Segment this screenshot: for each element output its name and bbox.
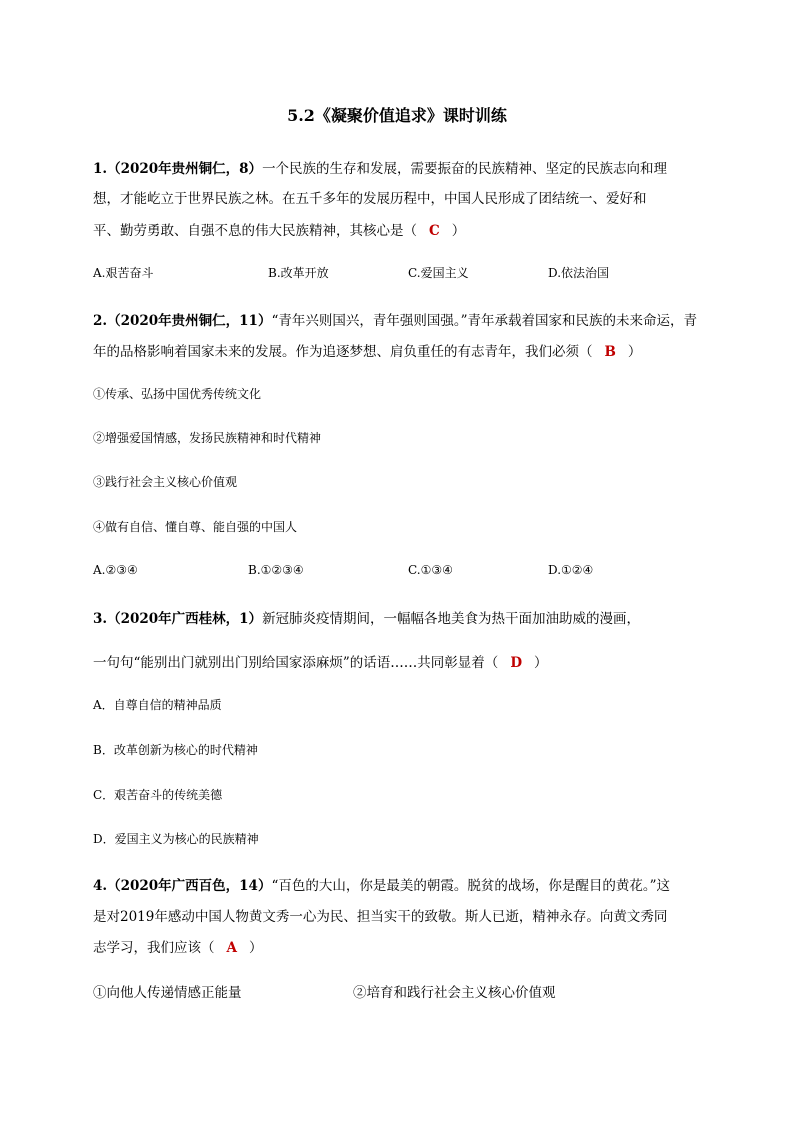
q2-head: 2.（2020年贵州铜仁，11） [93,313,272,329]
q4-text-1: “百色的大山，你是最美的朝霞。脱贫的战场，你是醒目的黄花。”这 [271,878,671,894]
q2-text-2: 年的品格影响着国家未来的发展。作为追逐梦想、肩负重任的有志青年，我们必须（ [93,344,593,360]
q4-line-3 [93,936,262,956]
q1-option-d: D.依法治国 [548,266,610,280]
q4-item-2: ②培育和践行社会主义核心价值观 [353,985,556,1001]
q3-line-1 [93,607,640,627]
q4-close: ） [248,940,263,956]
q3-answer: D [510,655,523,671]
q4-item-1: ①向他人传递情感正能量 [93,985,242,1001]
q1-close: ） [451,223,466,239]
q3-option-d: D．爱国主义为核心的民族精神 [93,832,259,846]
q3-line-2 [93,651,548,671]
q1-text-1: 一个民族的生存和发展，需要振奋的民族精神、坚定的民族志向和理 [262,161,668,177]
q4-line-1 [93,874,670,894]
q1-line-1 [93,157,667,177]
q2-answer: B [604,344,616,360]
q1-answer: C [429,223,440,239]
q1-option-a: A.艰苦奋斗 [93,266,154,280]
q2-option-d: D.①②④ [548,563,594,577]
q3-head: 3.（2020年广西桂林，1） [93,611,263,627]
q2-close: ） [627,344,642,360]
q3-option-a: A．自尊自信的精神品质 [93,698,222,712]
q2-line-2 [93,340,641,360]
q4-answer: A [226,940,237,956]
q2-option-c: C.①③④ [408,563,453,577]
q2-line-1 [93,309,697,329]
q2-option-a: A.②③④ [93,563,138,577]
q4-head: 4.（2020年广西百色，14） [93,878,272,894]
q2-item-4: ④做有自信、懂自尊、能自强的中国人 [93,520,298,534]
q1-text-3: 平、勤劳勇敢、自强不息的伟大民族精神，其核心是（ [93,223,417,239]
q3-text-1: 新冠肺炎疫情期间，一幅幅各地美食为热干面加油助威的漫画， [262,611,641,627]
q1-head: 1.（2020年贵州铜仁，8） [93,161,263,177]
q4-line-2: 是对2019年感动中国人物黄文秀一心为民、担当实干的致敬。斯人已逝，精神永存。向黄文秀同 [93,909,668,925]
q1-option-c: C.爱国主义 [408,266,469,280]
q1-line-3 [93,219,465,239]
page-title: 5.2《凝聚价值追求》课时训练 [287,106,507,125]
q2-item-2: ②增强爱国情感，发扬民族精神和时代精神 [93,431,322,445]
q2-option-b: B.①②③④ [248,563,304,577]
q4-text-3: 志学习，我们应该（ [93,940,215,956]
q1-line-2: 想，才能屹立于世界民族之林。在五千多年的发展历程中，中国人民形成了团结统一、爱好和 [93,191,647,207]
q3-option-b: B．改革创新为核心的时代精神 [93,743,258,757]
q3-option-c: C．艰苦奋斗的传统美德 [93,788,223,802]
q1-option-b: B.改革开放 [268,266,329,280]
q3-close: ） [534,655,548,671]
q2-item-3: ③践行社会主义核心价值观 [93,475,238,489]
q2-text-1: “青年兴则国兴，青年强则国强。”青年承载着国家和民族的未来命运，青 [271,313,698,329]
q2-item-1: ①传承、弘扬中国优秀传统文化 [93,387,262,401]
q3-text-2: 一句句“能别出门就别出门别给国家添麻烦”的话语……共同彰显着（ [93,655,499,671]
